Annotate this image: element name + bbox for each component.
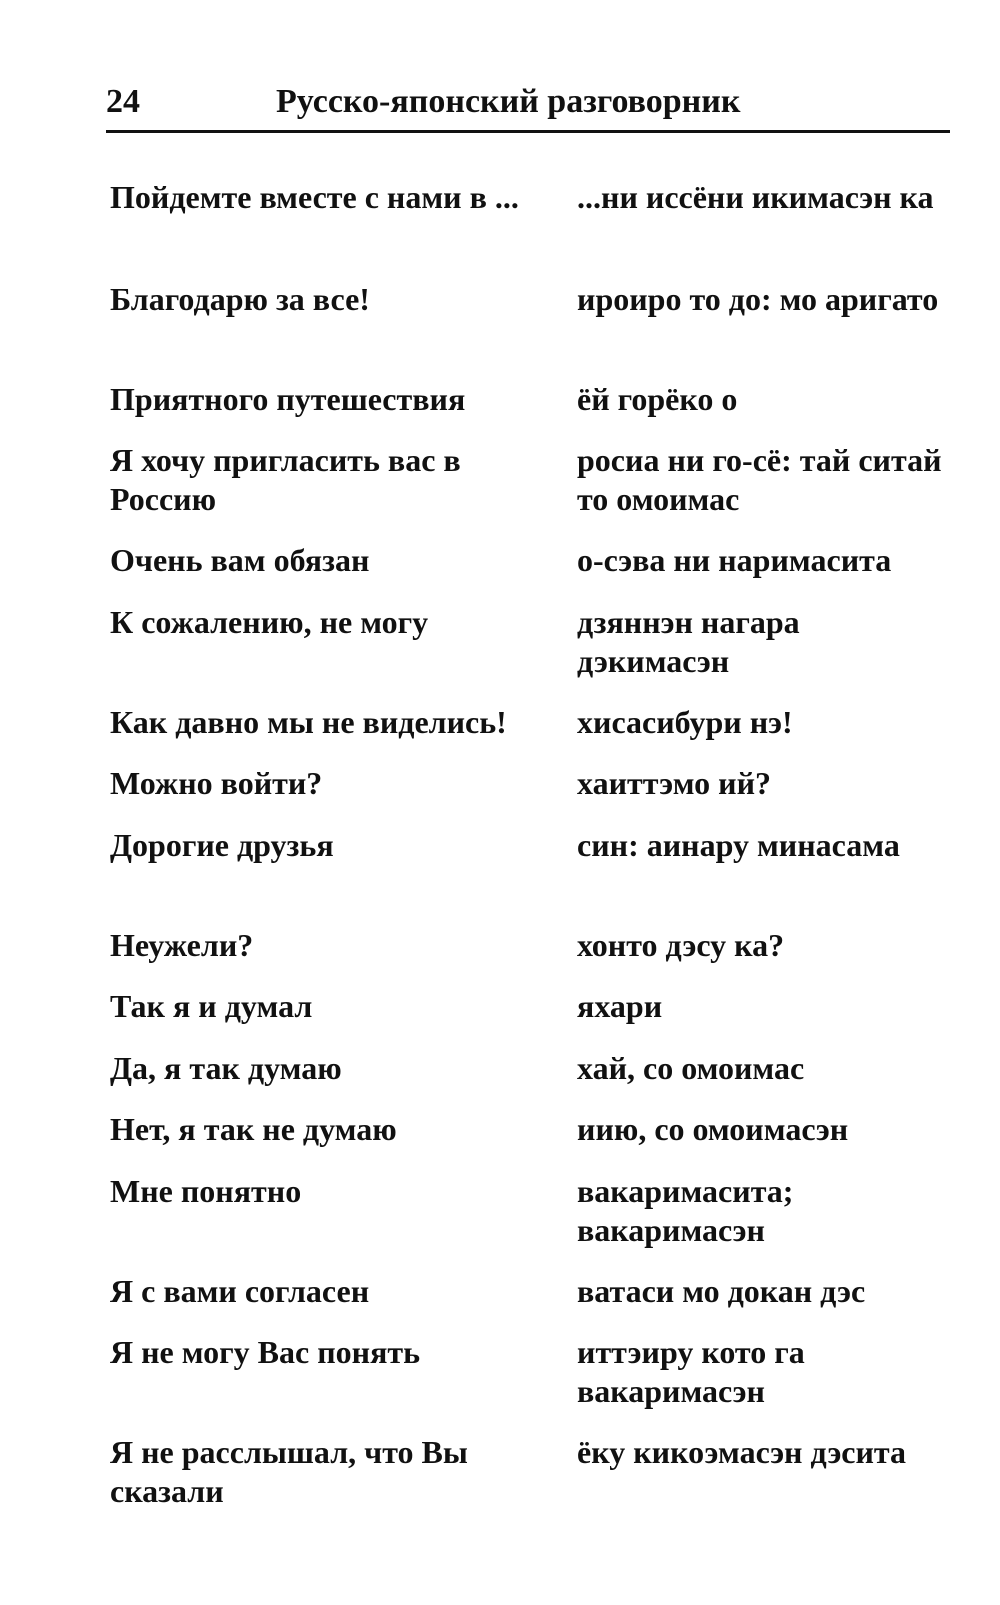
japanese-transliteration: яхари — [577, 988, 663, 1024]
russian-phrase: Я не расслышал, что Вы сказали — [110, 1434, 468, 1509]
russian-phrase: Очень вам обязан — [110, 542, 370, 578]
japanese-transliteration: хисасибури нэ! — [577, 704, 793, 740]
russian-phrase: Нет, я так не думаю — [110, 1111, 397, 1147]
russian-phrase: Неужели? — [110, 927, 254, 963]
russian-phrase: Я с вами согласен — [110, 1273, 370, 1309]
phrase-entry — [110, 1172, 950, 1252]
russian-phrase: К сожалению, не могу — [110, 604, 429, 640]
phrase-entry — [110, 1333, 950, 1413]
russian-phrase: Мне понятно — [110, 1173, 302, 1209]
japanese-transliteration: хаиттэмо ий? — [577, 765, 772, 801]
phrase-entry — [110, 280, 950, 360]
russian-phrase: Я не могу Вас понять — [110, 1334, 421, 1370]
japanese-transliteration: о-сэва ни наримасита — [577, 542, 892, 578]
phrase-entry — [110, 826, 950, 906]
japanese-transliteration: дзяннэн нагара дэкимасэн — [577, 604, 800, 679]
running-title: Русско-японский разговорник — [276, 83, 741, 120]
japanese-transliteration: ёй горёко о — [577, 381, 738, 417]
japanese-transliteration: син: аинару минасама — [577, 827, 900, 863]
russian-phrase: Так я и думал — [110, 988, 313, 1024]
japanese-transliteration: ватаси мо докан дэс — [577, 1273, 866, 1309]
phrase-entry — [110, 1433, 950, 1513]
japanese-transliteration: иттэиру кото га вакаримасэн — [577, 1334, 805, 1409]
japanese-transliteration: ироиро то до: мо аригато — [577, 281, 939, 317]
russian-phrase: Благодарю за все! — [110, 281, 370, 317]
russian-phrase: Пойдемте вместе с нами в ... — [110, 179, 519, 215]
phrase-entry — [110, 178, 950, 258]
russian-phrase: Как давно мы не виделись! — [110, 704, 507, 740]
russian-phrase: Я хочу пригласить вас в Россию — [110, 442, 461, 517]
russian-phrase: Можно войти? — [110, 765, 323, 801]
japanese-transliteration: вакаримасита; вакаримасэн — [577, 1173, 794, 1248]
japanese-transliteration: ёку кикоэмасэн дэсита — [577, 1434, 907, 1470]
phrase-entry — [110, 603, 950, 683]
japanese-transliteration: хай, со омоимас — [577, 1050, 805, 1086]
page-number: 24 — [106, 83, 140, 120]
page-header — [106, 78, 950, 133]
phrase-entry — [110, 441, 950, 521]
russian-phrase: Приятного путешествия — [110, 381, 466, 417]
japanese-transliteration: ...ни иссёни икимасэн ка — [577, 179, 934, 215]
russian-phrase: Дорогие друзья — [110, 827, 334, 863]
japanese-transliteration: хонто дэсу ка? — [577, 927, 785, 963]
japanese-transliteration: иию, со омоимасэн — [577, 1111, 849, 1147]
japanese-transliteration: росиа ни го-сё: тай ситай то омоимас — [577, 442, 942, 517]
russian-phrase: Да, я так думаю — [110, 1050, 342, 1086]
